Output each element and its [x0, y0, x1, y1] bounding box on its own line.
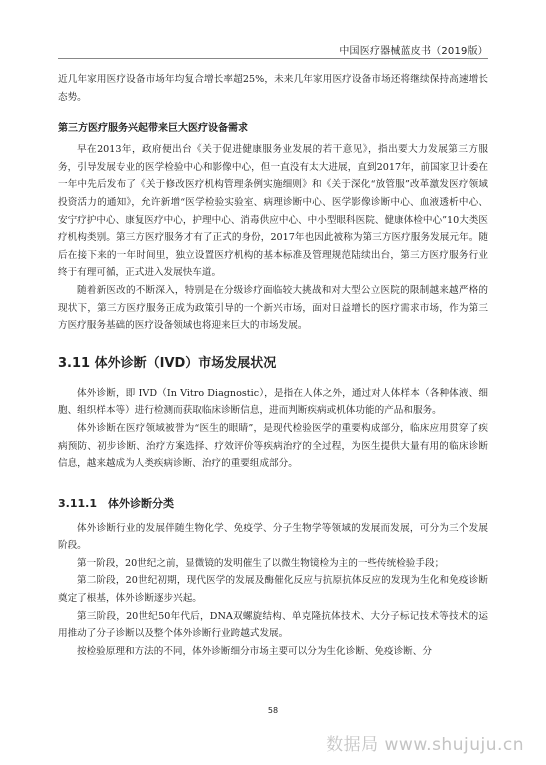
- section-title: 3.11 体外诊断（IVD）市场发展状况: [58, 355, 277, 371]
- paragraph: 体外诊断在医疗领域被誉为“医生的眼睛”，是现代检验医学的重要构成部分，临床应用贯穿了疾病预防、初步诊断、治疗方案选择、疗效评价等疾病治疗的全过程，为医生提供大量有用的临床诊断信息，越来越成为人类疾病诊断、治疗的重要组成部分。: [58, 422, 488, 470]
- watermark: 数据局 www.shujuju.cn: [326, 735, 524, 755]
- page-body: [58, 71, 488, 660]
- paragraph: 按检验原理和方法的不同，体外诊断细分市场主要可以分为生化诊断、免疫诊断、分: [77, 645, 432, 657]
- subsection-title: 3.11.1 体外诊断分类: [58, 496, 174, 510]
- running-header: 中国医疗器械蓝皮书（2019版）: [339, 46, 488, 57]
- paragraph: 体外诊断行业的发展伴随生物化学、免疫学、分子生物学等领域的发展而发展，可分为三个发展阶段。: [58, 522, 488, 552]
- paragraph: 随着新医改的不断深入，特别是在分级诊疗面临较大挑战和对大型公立医院的限制越来越严格的现状下，第三方医疗服务正成为政策引导的一个新兴市场，面对日益增长的医疗需求市场，作为第三方医疗服务基础的医疗设备领域也将迎来巨大的市场发展。: [58, 284, 488, 332]
- paragraph: 第二阶段，20世纪初期，现代医学的发展及酶催化反应与抗原抗体反应的发现为生化和免疫诊断奠定了根基，体外诊断逐步兴起。: [58, 575, 488, 605]
- paragraph: 早在2013年，政府便出台《关于促进健康服务业发展的若干意见》，指出要大力发展第三方服务，引导发展专业的医学检验中心和影像中心，但一直没有太大进展，直到2017年，前国家卫计委在一年中先后发布了《关于修改医疗机构管理条例实施细则》和《关于深化“放管服”改革激发医疗领域投资活力的通知》，允许新增“医学检验实验室、病理诊断中心、医学影像诊断中心、血液透析中心、安宁疗护中心、康复医疗中心，护理中心、消毒供应中心、中小型眼科医院、健康体检中心”10大类医疗机构类别。第三方医疗服务才有了正式的身份，2017年也因此被称为第三方医疗服务发展元年。随后在接下来的一年时间里，独立设置医疗机构的基本标准及管理规范陆续出台，第三方医疗服务行业终于有理可循，正式进入发展快车道。: [58, 144, 488, 279]
- paragraph: 近几年家用医疗设备市场年均复合增长率超25%，未来几年家用医疗设备市场还将继续保持高速增长态势。: [58, 74, 488, 103]
- paragraph: 体外诊断，即 IVD（In Vitro Diagnostic），是指在人体之外，通过对人体样本（各种体液、细胞、组织样本等）进行检测而获取临床诊断信息，进而判断疾病或机体功能的产品和服务。: [58, 387, 488, 417]
- page-number: 58: [267, 706, 279, 715]
- paragraph: 第一阶段，20世纪之前，显微镜的发明催生了以微生物镜检为主的一些传统检验手段；: [77, 557, 445, 569]
- header-divider: [58, 58, 488, 59]
- paragraph: 第三阶段，20世纪50年代后，DNA双螺旋结构、单克隆抗体技术、大分子标记技术等技术的运用推动了分子诊断以及整个体外诊断行业跨越式发展。: [58, 610, 488, 640]
- subheading: 第三方医疗服务兴起带来巨大医疗设备需求: [58, 123, 248, 135]
